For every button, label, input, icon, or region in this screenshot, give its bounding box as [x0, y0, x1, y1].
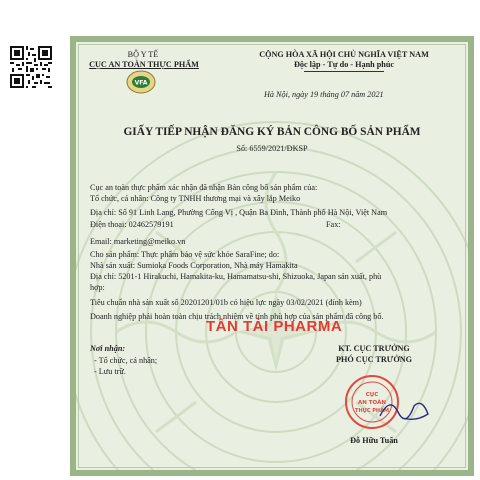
certificate: [70, 36, 474, 476]
stamp-text-1: CỤC: [365, 392, 379, 398]
signer-role: KT. CỤC TRƯỞNG: [338, 344, 410, 353]
organization: Tổ chức, cá nhân: Công ty TNHH thương mại và xây lắp Meiko: [90, 194, 301, 203]
email: Email: marketing@meiko.vn: [90, 237, 186, 246]
responsibility: Doanh nghiệp phải hoàn toàn chịu trách nhiệm về tính phù hợp của sản phẩm đã công bố.: [90, 312, 384, 321]
manufacturer: Nhà sản xuất: Sumioka Foods Corporation, Nhà máy Hamakita: [90, 261, 298, 270]
certificate-number: Số: 6559/2021/ĐKSP: [236, 144, 308, 153]
manufacturer-address: Địa chỉ: 5201-1 Hirakuchi, Hamakita-ku, Hamamatsu-shi, Shizuoka, Japan sản xuất, phù: [90, 272, 382, 281]
phone: Điện thoại: 02462579191: [90, 220, 174, 229]
standard: Tiêu chuẩn nhà sản xuất số 20201201/01b có hiệu lực ngày 03/02/2021 (đính kèm): [90, 298, 362, 307]
national-motto: Độc lập - Tự do - Hạnh phúc: [293, 60, 395, 69]
certificate-title: GIẤY TIẾP NHẬN ĐĂNG KÝ BẢN CÔNG BỐ SẢN PHẨM: [123, 126, 421, 138]
ministry-name: BỘ Y TẾ: [127, 50, 159, 59]
signer-name: Đỗ Hữu Tuấn: [350, 436, 398, 445]
vfa-logo-text: VFA: [134, 79, 148, 87]
stamp-text-2: AN TOÀN: [358, 400, 386, 406]
product: Cho sản phẩm: Thực phẩm bảo vệ sức khỏe SaraFine; do:: [90, 250, 280, 259]
recipient-item: - Lưu trữ.: [94, 367, 126, 376]
motto-underline: [304, 71, 384, 72]
republic-name: CỘNG HÒA XÃ HỘI CHỦ NGHĨA VIỆT NAM: [259, 50, 429, 59]
signature-scribble: [376, 392, 436, 426]
fax: Fax:: [326, 220, 341, 229]
vfa-logo: [126, 70, 156, 94]
intro-text: Cục an toàn thực phẩm xác nhận đã nhận Bản công bố sản phẩm của:: [90, 183, 318, 192]
signer-title: PHÓ CỤC TRƯỞNG: [336, 355, 412, 364]
stamp-text-3: THỰC PHẨM: [355, 408, 389, 414]
recipients-heading: Nơi nhận:: [90, 344, 126, 353]
organization-address: Địa chỉ: Số 91 Linh Lang, Phường Cống Vị , Quận Ba Đình, Thành phố Hà Nội, Việt Nam: [90, 208, 388, 217]
issue-date: Hà Nội, ngày 19 tháng 07 năm 2021: [264, 90, 384, 99]
agency-name: CỤC AN TOÀN THỰC PHẨM: [89, 60, 199, 69]
manufacturer-address-cont: hợp:: [90, 283, 105, 292]
watermark: TẤN TÀI PHARMA: [206, 318, 343, 335]
qr-code: [10, 46, 52, 88]
recipient-item: - Tổ chức, cá nhân;: [94, 356, 158, 365]
